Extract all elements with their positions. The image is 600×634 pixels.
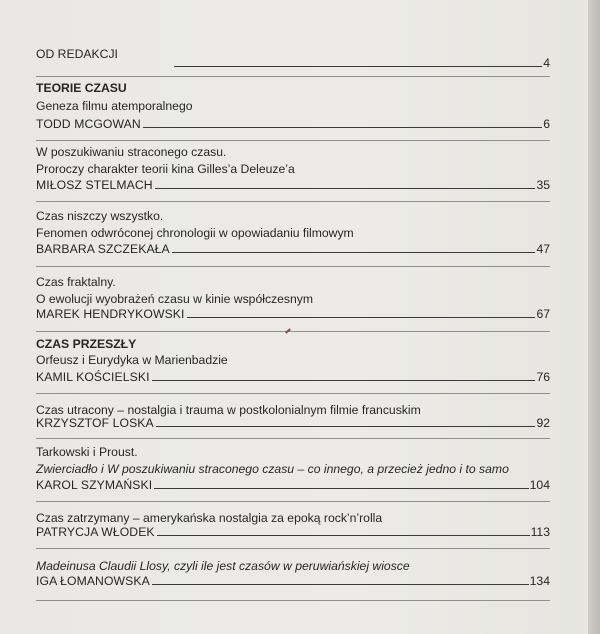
toc-title: OD REDAKCJI [36,47,118,61]
toc-title: Orfeusz i Eurydyka w Marienbadzie [36,353,228,367]
toc-leader [36,478,550,492]
page-edge [588,0,600,634]
toc-page-number: 113 [530,525,550,539]
toc-page-number: 4 [543,56,550,70]
toc-page-number: 134 [529,574,550,588]
toc-leader [36,307,550,321]
toc-title: W poszukiwaniu straconego czasu. [36,145,227,159]
toc-page-number: 67 [536,307,550,321]
separator [36,600,550,601]
toc-leader [36,525,550,539]
toc-title: Tarkowski i Proust. [36,445,138,459]
toc-subtitle: O ewolucji wyobrażeń czasu w kinie współczesnym [36,292,314,306]
section-heading: TEORIE CZASU [36,81,127,95]
separator [36,393,550,394]
toc-author: MAREK HENDRYKOWSKI [36,307,185,321]
toc-leader [36,242,550,256]
toc-leader [36,56,550,70]
toc-page-number: 76 [536,370,550,384]
separator [36,266,550,267]
toc-page-number: 35 [536,178,550,192]
separator [36,548,550,549]
toc-author: PATRYCJA WŁODEK [36,525,155,539]
toc-leader [36,574,550,588]
toc-page-number: 92 [536,416,550,430]
toc-page-number: 6 [543,117,550,131]
section-heading: CZAS PRZESZŁY [36,337,137,351]
toc-author: IGA ŁOMANOWSKA [36,574,150,588]
toc-author: KAMIL KOŚCIELSKI [36,370,150,384]
toc-title: Czas zatrzymany – amerykańska nostalgia za epoką rock’n’rolla [36,511,383,525]
toc-page-number: 47 [536,242,550,256]
separator [36,140,550,141]
toc-subtitle: Fenomen odwróconej chronologii w opowiadaniu filmowym [36,226,354,240]
toc-leader [36,117,550,131]
toc-author: KAROL SZYMAŃSKI [36,478,153,492]
toc-leader [36,416,550,430]
separator [36,331,550,332]
toc-author: BARBARA SZCZEKAŁA [36,242,170,256]
toc-title: Czas niszczy wszystko. [36,209,164,223]
toc-leader [36,370,550,384]
toc-title: Czas utracony – nostalgia i trauma w postkolonialnym filmie francuskim [36,403,421,417]
toc-title: Madeinusa Claudii Llosy, czyli ile jest czasów w peruwiańskiej wiosce [36,559,410,573]
toc-subtitle: Proroczy charakter teorii kina Gilles’a Deleuze’a [36,162,295,176]
toc-author: KRZYSZTOF LOSKA [36,416,154,430]
toc-title: Czas fraktalny. [36,275,116,289]
separator [36,201,550,202]
separator [36,76,550,77]
toc-title: Geneza filmu atemporalnego [36,99,193,113]
separator [36,438,550,439]
toc-page-number: 104 [529,478,550,492]
toc-author: MIŁOSZ STELMACH [36,178,153,192]
toc-author: TODD MCGOWAN [36,117,141,131]
separator [36,501,550,502]
toc-leader [36,178,550,192]
toc-subtitle: Zwierciadło i W poszukiwaniu straconego czasu – co innego, a przecież jedno i to samo [36,462,509,476]
